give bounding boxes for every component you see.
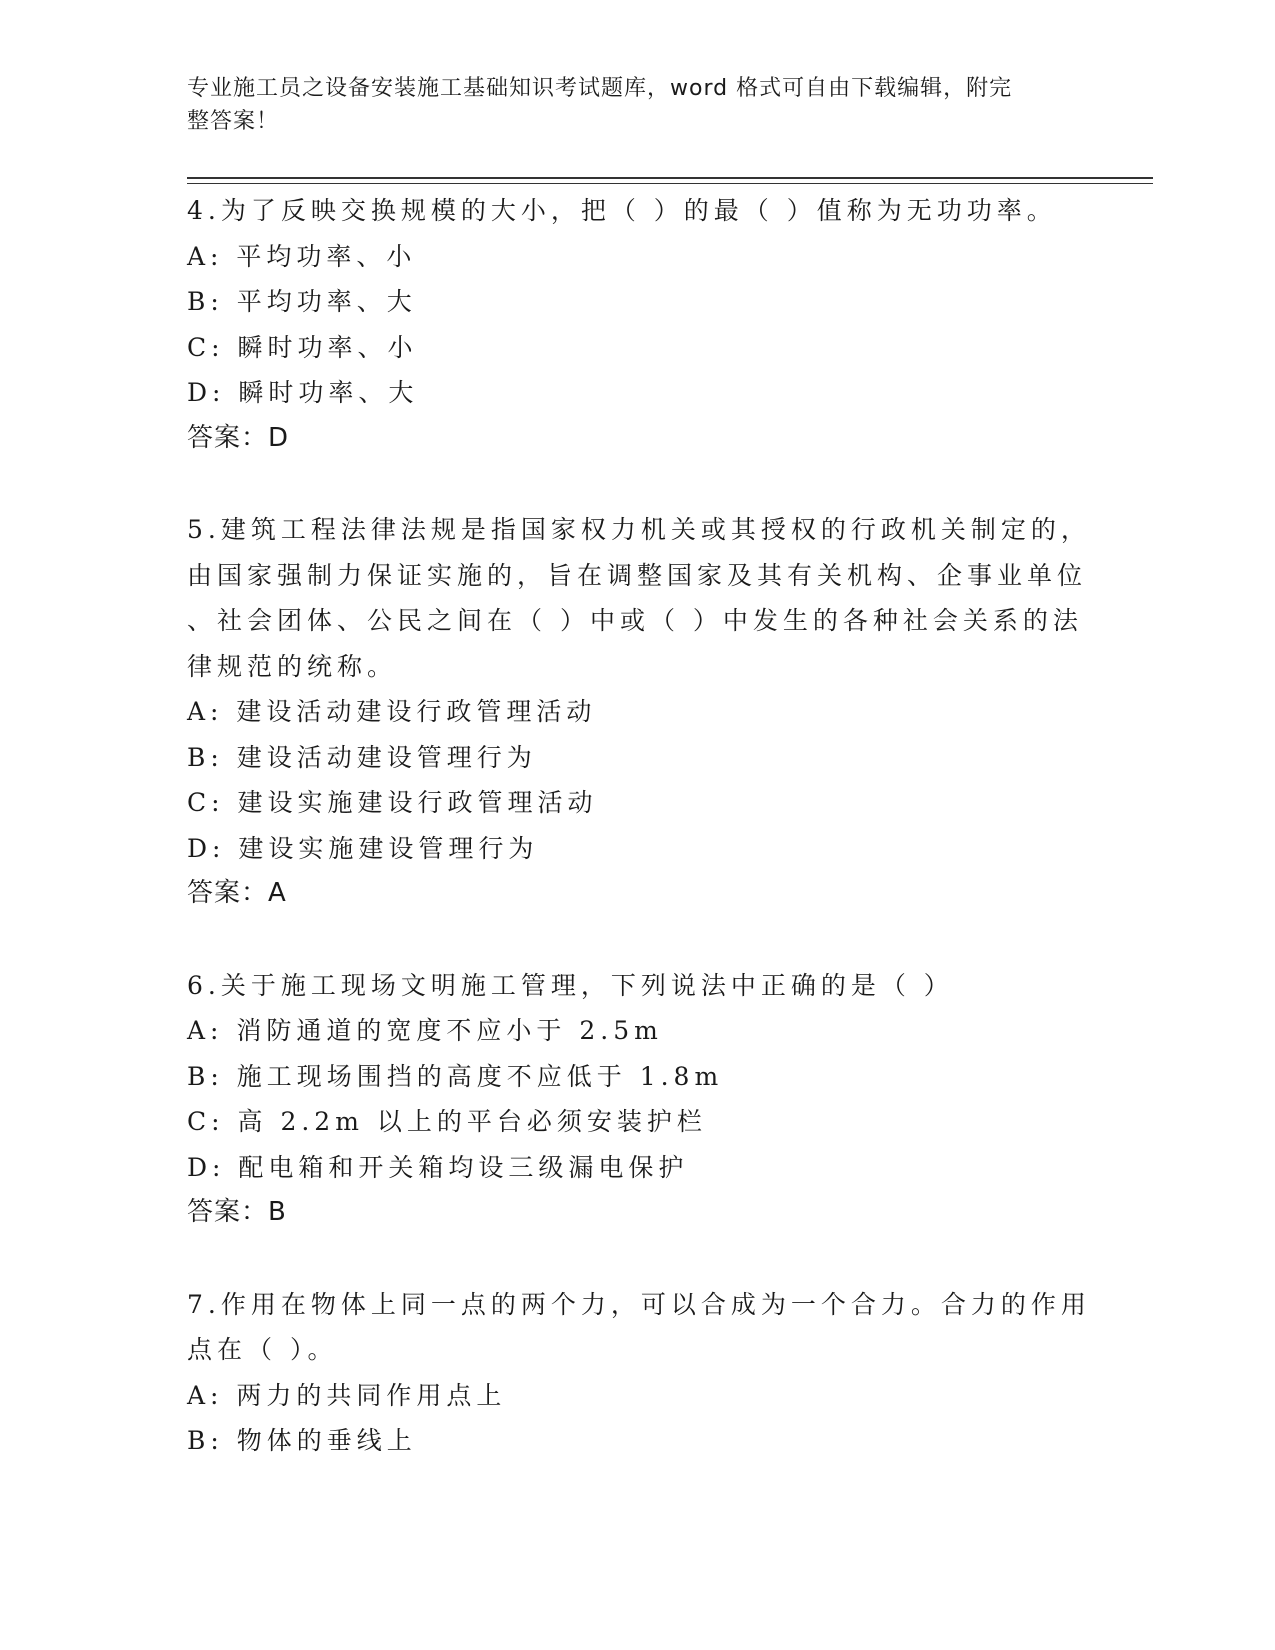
option-b: B: 施工现场围挡的高度不应低于 1.8m	[187, 1061, 724, 1091]
question-stem: 5.建筑工程法律法规是指国家权力机关或其授权的行政机关制定的，	[187, 515, 1091, 544]
answer-label: 答案：A	[187, 878, 287, 908]
option-a: A: 消防通道的宽度不应小于 2.5m	[187, 1016, 663, 1045]
question-stem: 6.关于施工现场文明施工管理，下列说法中正确的是（ ）	[187, 970, 954, 1000]
option-a: A: 建设活动建设行政管理活动	[187, 697, 597, 726]
question-stem: 4.为了反映交换规模的大小，把（ ）的最（ ）值称为无功功率。	[187, 196, 1057, 225]
header-divider-thin	[187, 183, 1153, 184]
option-c: C: 瞬时功率、小	[187, 332, 418, 362]
option-c: C: 高 2.2m 以上的平台必须安装护栏	[187, 1107, 707, 1136]
header-divider-thick	[187, 177, 1153, 179]
question-list	[187, 188, 1091, 1464]
question-stem: 点在（ ）。	[187, 1335, 338, 1364]
question-stem: 律规范的统称。	[187, 651, 398, 681]
option-d: D: 配电箱和开关箱均设三级漏电保护	[187, 1152, 689, 1182]
option-d: D: 瞬时功率、大	[187, 378, 419, 407]
question-stem: 、社会团体、公民之间在（ ）中或（ ）中发生的各种社会关系的法	[187, 606, 1083, 635]
option-b: B: 物体的垂线上	[187, 1426, 417, 1455]
question-7	[187, 1282, 1091, 1464]
question-6	[187, 963, 1067, 1236]
header-line-1: 专业施工员之设备安装施工基础知识考试题库，word 格式可自由下载编辑，附完	[187, 76, 1013, 101]
option-b: B: 平均功率、大	[187, 287, 417, 316]
header-line-2: 整答案！	[187, 109, 280, 134]
question-4	[187, 188, 1067, 461]
option-a: A: 平均功率、小	[187, 241, 417, 271]
answer-label: 答案：B	[187, 1197, 287, 1227]
option-b: B: 建设活动建设管理行为	[187, 742, 537, 772]
option-c: C: 建设实施建设行政管理活动	[187, 788, 598, 817]
question-5	[187, 507, 1091, 917]
answer-label: 答案：D	[187, 422, 290, 453]
option-d: D: 建设实施建设管理行为	[187, 833, 539, 863]
document-header	[187, 72, 1067, 138]
question-stem: 由国家强制力保证实施的，旨在调整国家及其有关机构、企事业单位	[187, 560, 1088, 590]
option-a: A: 两力的共同作用点上	[187, 1380, 507, 1410]
question-stem: 7.作用在物体上同一点的两个力，可以合成为一个合力。合力的作用	[187, 1289, 1091, 1319]
